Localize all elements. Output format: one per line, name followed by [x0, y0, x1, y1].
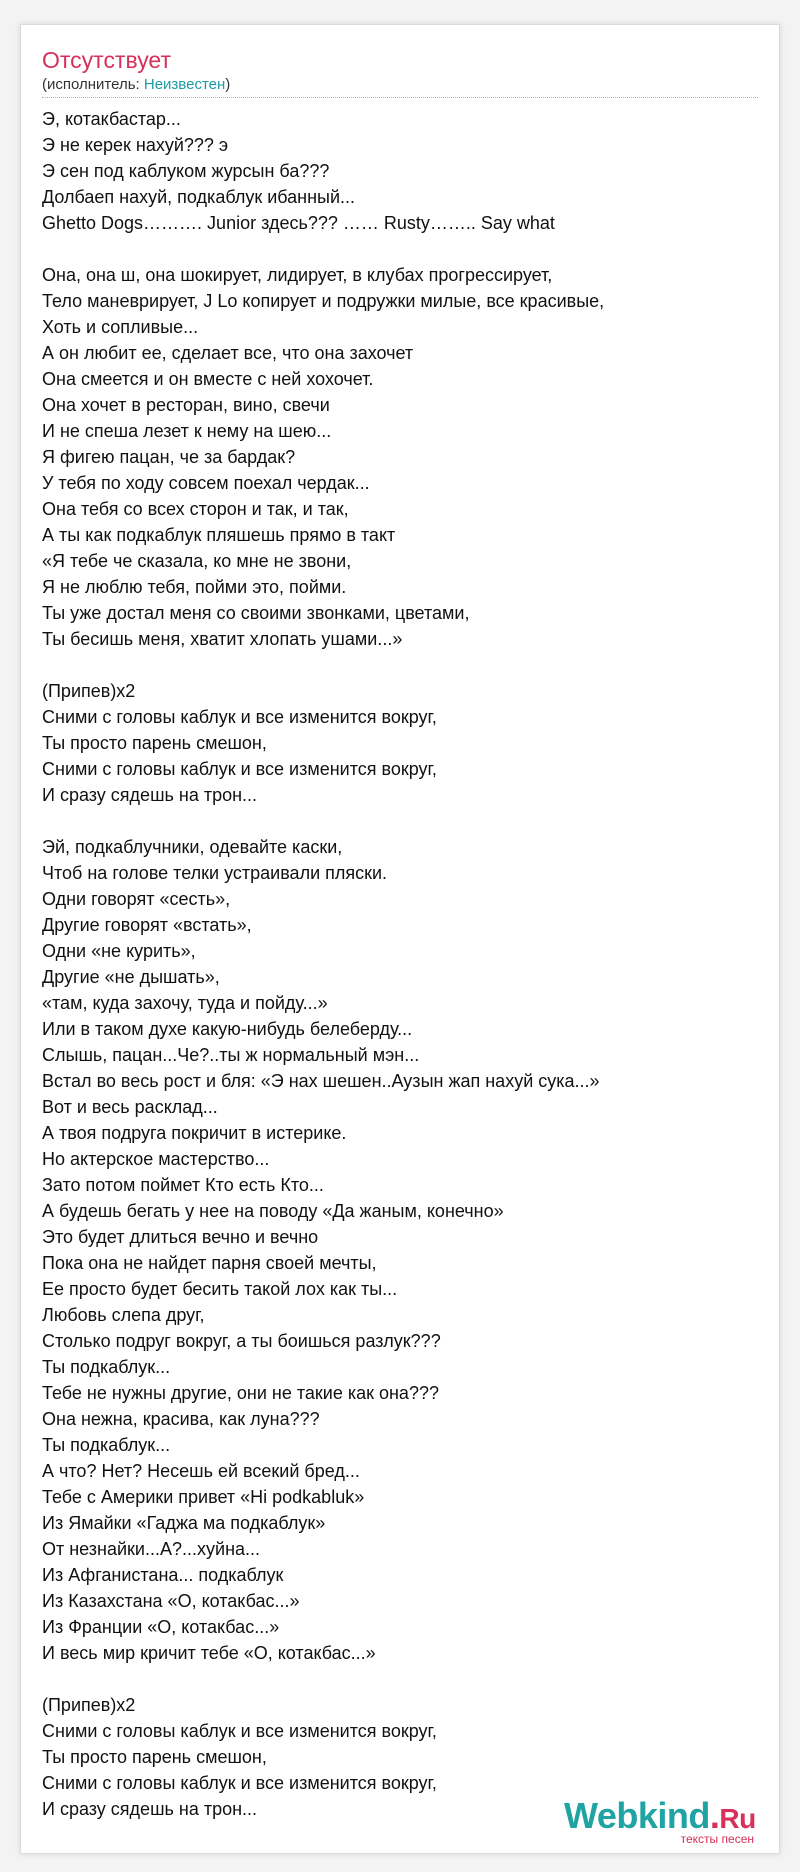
lyrics-line: Или в таком духе какую-нибудь белеберду... — [42, 1019, 413, 1039]
lyrics-blank-line — [42, 652, 758, 678]
lyrics-line: А будешь бегать у нее на поводу «Да жаным, конечно» — [42, 1201, 504, 1221]
lyrics-line: Ты уже достал меня со своими звонками, цветами, — [42, 603, 470, 623]
lyrics-line: «там, куда захочу, туда и пойду...» — [42, 993, 328, 1013]
lyrics-line: Из Ямайки «Гаджа ма подкаблук» — [42, 1513, 326, 1533]
lyrics-line: Тело маневрирует, J Lo копирует и подружки милые, все красивые, — [42, 291, 605, 311]
lyrics-line: Одни говорят «сесть», — [42, 889, 231, 909]
lyrics-line: Ее просто будет бесить такой лох как ты... — [42, 1279, 398, 1299]
lyrics-line: Ghetto Dogs………. Junior здесь??? …… Rusty…….. Say what — [42, 213, 555, 233]
performer-prefix: (исполнитель: — [42, 76, 144, 93]
lyrics-line: Э, котакбастар... — [42, 109, 181, 129]
lyrics-line: И сразу сядешь на трон... — [42, 785, 258, 805]
lyrics-line: Она тебя со всех сторон и так, и так, — [42, 499, 349, 519]
lyrics-blank-line — [42, 236, 758, 262]
lyrics-line: Чтоб на голове телки устраивали пляски. — [42, 863, 388, 883]
logo-tagline: тексты песен — [680, 1832, 754, 1846]
lyrics-line: Эй, подкаблучники, одевайте каски, — [42, 837, 343, 857]
lyrics-line: «Я тебе че сказала, ко мне не звони, — [42, 551, 352, 571]
lyrics-line: Ты просто парень смешон, — [42, 1747, 267, 1767]
lyrics-line: Из Франции «О, котакбас...» — [42, 1617, 280, 1637]
lyrics-line: (Припев)x2 — [42, 1695, 136, 1715]
lyrics-line: Я фигею пацан, че за бардак? — [42, 447, 296, 467]
performer-suffix: ) — [225, 76, 231, 93]
lyrics-line: Зато потом поймет Кто есть Кто... — [42, 1175, 324, 1195]
webkind-logo[interactable] — [564, 1796, 758, 1844]
lyrics-line: Сними с головы каблук и все изменится вокруг, — [42, 1721, 437, 1741]
lyrics-line: Э сен под каблуком журсын ба??? — [42, 161, 330, 181]
lyrics-blank-line — [42, 808, 758, 834]
lyrics-line: Любовь слепа друг, — [42, 1305, 205, 1325]
lyrics-line: Она нежна, красива, как луна??? — [42, 1409, 320, 1429]
lyrics-text — [42, 106, 758, 1822]
lyrics-line: А ты как подкаблук пляшешь прямо в такт — [42, 525, 396, 545]
lyrics-line: Вот и весь расклад... — [42, 1097, 218, 1117]
lyrics-line: Ты бесишь меня, хватит хлопать ушами...» — [42, 629, 403, 649]
logo-dot: . — [709, 1795, 720, 1836]
lyrics-line: Э не керек нахуй??? э — [42, 135, 229, 155]
lyrics-line: А что? Нет? Несешь ей всекий бред... — [42, 1461, 360, 1481]
lyrics-line: Слышь, пацан...Че?..ты ж нормальный мэн... — [42, 1045, 420, 1065]
lyrics-line: Столько подруг вокруг, а ты боишься разлук??? — [42, 1331, 441, 1351]
lyrics-line: Я не люблю тебя, пойми это, пойми. — [42, 577, 347, 597]
lyrics-line: (Припев)x2 — [42, 681, 136, 701]
lyrics-line: Одни «не курить», — [42, 941, 196, 961]
lyrics-line: Она, она ш, она шокирует, лидирует, в клубах прогрессирует, — [42, 265, 553, 285]
lyrics-line: И сразу сядешь на трон... — [42, 1799, 258, 1819]
lyrics-line: Ты просто парень смешон, — [42, 733, 267, 753]
lyrics-line: Сними с головы каблук и все изменится вокруг, — [42, 759, 437, 779]
lyrics-line: А твоя подруга покричит в истерике. — [42, 1123, 347, 1143]
lyrics-line: Это будет длиться вечно и вечно — [42, 1227, 319, 1247]
lyrics-line: Другие говорят «встать», — [42, 915, 252, 935]
lyrics-line: Из Казахстана «О, котакбас...» — [42, 1591, 300, 1611]
lyrics-line: Она смеется и он вместе с ней хохочет. — [42, 369, 374, 389]
lyrics-line: Из Афганистана... подкаблук — [42, 1565, 284, 1585]
lyrics-line: Хоть и сопливые... — [42, 317, 199, 337]
logo-tld: Ru — [719, 1803, 756, 1834]
lyrics-line: Пока она не найдет парня своей мечты, — [42, 1253, 377, 1273]
performer-link[interactable]: Неизвестен — [143, 76, 226, 93]
lyrics-line: У тебя по ходу совсем поехал чердак... — [42, 473, 370, 493]
lyrics-line: Ты подкаблук... — [42, 1357, 171, 1377]
lyrics-line: И весь мир кричит тебе «О, котакбас...» — [42, 1643, 376, 1663]
lyrics-line: Но актерское мастерство... — [42, 1149, 270, 1169]
lyrics-line: Сними с головы каблук и все изменится вокруг, — [42, 1773, 437, 1793]
header-divider — [42, 97, 758, 98]
lyrics-card — [20, 24, 780, 1854]
lyrics-line: Тебе не нужны другие, они не такие как она??? — [42, 1383, 439, 1403]
lyrics-line: От незнайки...А?...хуйна... — [42, 1539, 261, 1559]
lyrics-line: А он любит ее, сделает все, что она захочет — [42, 343, 414, 363]
lyrics-line: Сними с головы каблук и все изменится вокруг, — [42, 707, 437, 727]
performer-line — [42, 75, 230, 95]
lyrics-line: Другие «не дышать», — [42, 967, 220, 987]
lyrics-line: Она хочет в ресторан, вино, свечи — [42, 395, 330, 415]
lyrics-line: Встал во весь рост и бля: «Э нах шешен..Аузын жап нахуй сука...» — [42, 1071, 600, 1091]
song-title: Отсутствует — [42, 47, 171, 73]
lyrics-line: Ты подкаблук... — [42, 1435, 171, 1455]
logo-name: Webkind — [564, 1795, 710, 1836]
lyrics-blank-line — [42, 1666, 758, 1692]
lyrics-line: Долбаеп нахуй, подкаблук ибанный... — [42, 187, 356, 207]
lyrics-line: Тебе с Америки привет «Hi podkabluk» — [42, 1487, 365, 1507]
lyrics-line: И не спеша лезет к нему на шею... — [42, 421, 332, 441]
